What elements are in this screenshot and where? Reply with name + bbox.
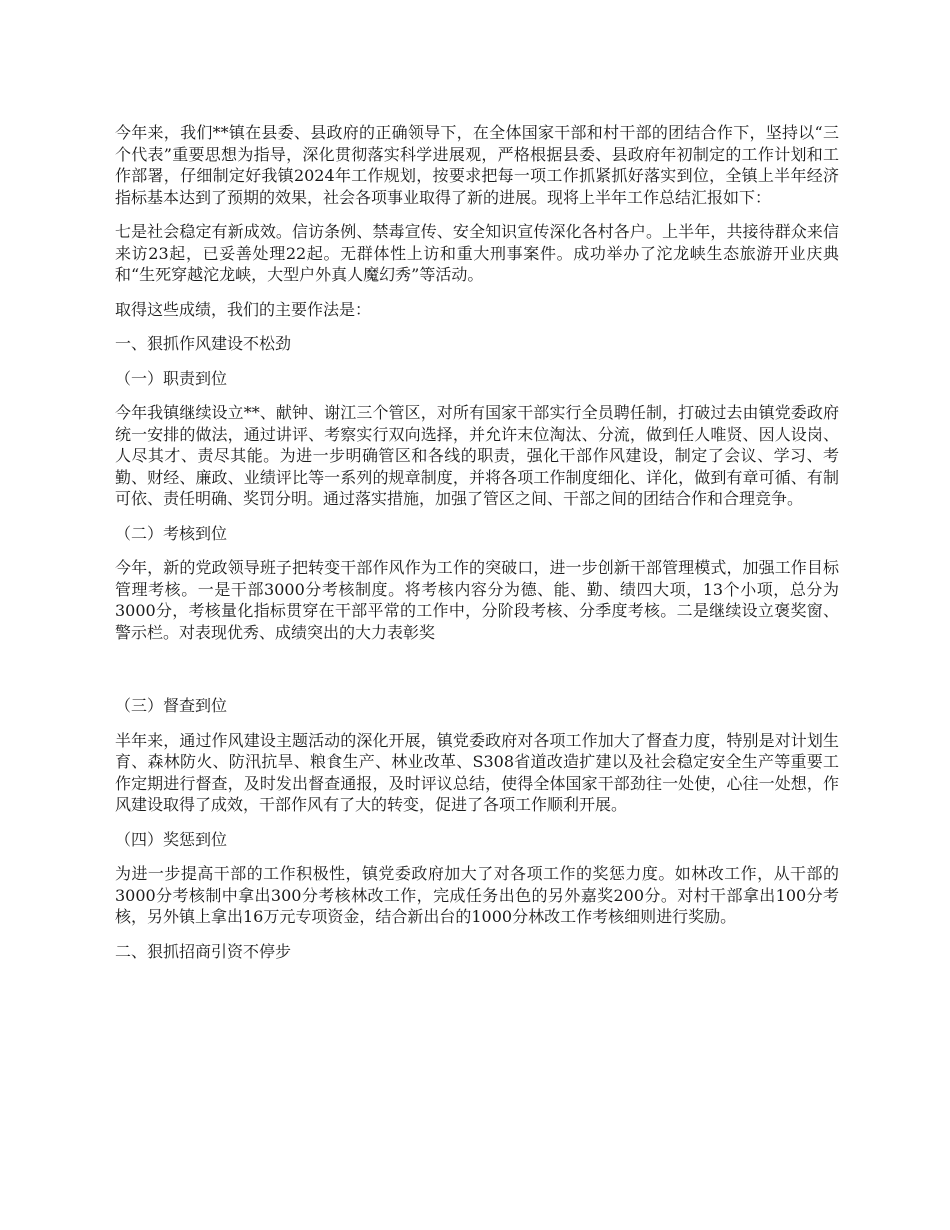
paragraph-methods-intro: 取得这些成绩，我们的主要作法是： (115, 299, 372, 319)
subheading-supervision: （三）督查到位 (115, 696, 228, 715)
subheading-assessment: （二）考核到位 (115, 523, 228, 543)
paragraph-social-stability: 七是社会稳定有新成效。信访条例、禁毒宣传、安全知识宣传深化各村各户。上半年，共接待群众来信来访23起，已妥善处理22起。无群体性上访和重大刑事案件。成功举办了沱龙峡生态旅游开业庆典和“生死穿越沱龙峡，大型户外真人魔幻秀”等活动。 (115, 222, 839, 284)
paragraph-supervision: 半年来，通过作风建设主题活动的深化开展，镇党委政府对各项工作加大了督查力度，特别是对计划生育、森林防火、防汛抗旱、粮食生产、林业改革、S308省道改造扩建以及社会稳定安全生产等重要工作定期进行督查，及时发出督查通报，及时评议总结，使得全体国家干部劲往一处使，心往一处想，作风建设取得了成效，干部作风有了大的转变，促进了各项工作顺利开展。 (115, 730, 839, 814)
paragraph-assessment: 今年，新的党政领导班子把转变干部作风作为工作的突破口，进一步创新干部管理模式，加强工作目标管理考核。一是干部3000分考核制度。将考核内容分为德、能、勤、绩四大项，13个小项，总分为3000分，考核量化指标贯穿在干部平常的工作中，分阶段考核、分季度考核。二是继续设立褒奖窗、警示栏。对表现优秀、成绩突出的大力表彰奖 (115, 558, 839, 642)
subheading-rewards: （四）奖惩到位 (115, 829, 228, 849)
document-body (115, 122, 839, 975)
subheading-responsibility: （一）职责到位 (115, 368, 228, 388)
paragraph-rewards: 为进一步提高干部的工作积极性，镇党委政府加大了对各项工作的奖惩力度。如林改工作，从干部的3000分考核制中拿出300分考核林改工作，完成任务出色的另外嘉奖200分。对村干部拿出100分考核，另外镇上拿出16万元专项资金，结合新出台的1000分林改工作考核细则进行奖励。 (115, 864, 839, 926)
paragraph-responsibility: 今年我镇继续设立**、献钟、谢江三个管区，对所有国家干部实行全员聘任制，打破过去由镇党委政府统一安排的做法，通过讲评、考察实行双向选择，并允许末位淘汰、分流，做到任人唯贤、因人设岗、人尽其才、责尽其能。为进一步明确管区和各线的职责，强化干部作风建设，制定了会议、学习、考勤、财经、廉政、业绩评比等一系列的规章制度，并将各项工作制度细化、详化，做到有章可循、有制可依、责任明确、奖罚分明。通过落实措施，加强了管区之间、干部之间的团结合作和合理竞争。 (115, 403, 839, 508)
section-heading-work-style: 一、狠抓作风建设不松劲 (115, 334, 292, 353)
section-heading-investment: 二、狠抓招商引资不停步 (115, 941, 292, 961)
paragraph-intro: 今年来，我们**镇在县委、县政府的正确领导下，在全体国家干部和村干部的团结合作下，坚持以“三个代表”重要思想为指导，深化贯彻落实科学进展观，严格根据县委、县政府年初制定的工作计划和工作部署，仔细制定好我镇2024年工作规划，按要求把每一项工作抓紧抓好落实到位，全镇上半年经济指标基本达到了预期的效果，社会各项事业取得了新的进展。现将上半年工作总结汇报如下： (115, 123, 839, 207)
